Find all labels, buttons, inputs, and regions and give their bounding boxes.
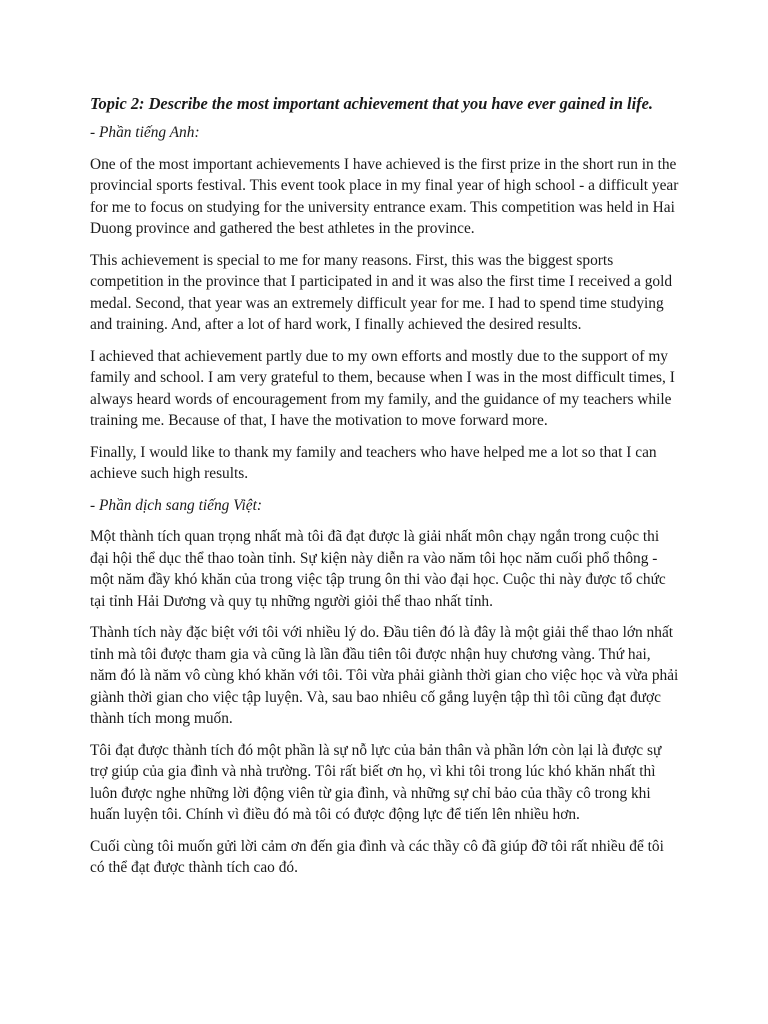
vietnamese-paragraph-4: Cuối cùng tôi muốn gửi lời cảm ơn đến gia đình và các thầy cô đã giúp đỡ tôi rất nhiều để tôi có thể đạt được thành tích cao đó. [90, 837, 664, 876]
document-title: Topic 2: Describe the most important achievement that you have ever gained in life. [90, 94, 653, 113]
english-paragraph-4: Finally, I would like to thank my family and teachers who have helped me a lot so that I can achieve such high results. [90, 443, 657, 482]
english-paragraph-2: This achievement is special to me for many reasons. First, this was the biggest sports competition in the province that I participated in and it was also the first time I received a gold medal. Second, that year was an extremely difficult year for me. I had to spend time studying and training. And, after a lot of hard work, I finally achieved the desired results. [90, 251, 673, 333]
english-section-label: - Phần tiếng Anh: [90, 124, 200, 141]
vietnamese-paragraph-2: Thành tích này đặc biệt với tôi với nhiều lý do. Đầu tiên đó là đây là một giải thể thao lớn nhất tỉnh mà tôi được tham gia và cũng là lần đầu tiên tôi được nhận huy chương vàng. Thứ hai, năm đó là năm vô cùng khó khăn với tôi. Tôi vừa phải giành thời gian cho việc học và vừa phải giành thời gian cho việc tập luyện. Và, sau bao nhiêu cố gắng luyện tập thì tôi cũng đạt được thành tích mong muốn. [90, 624, 679, 727]
document-page [90, 92, 680, 889]
vietnamese-section-label: - Phần dịch sang tiếng Việt: [90, 496, 262, 514]
english-paragraph-3: I achieved that achievement partly due to my own efforts and mostly due to the support of my family and school. I am very grateful to them, because when I was in the most difficult times, I always heard words of encouragement from my family, and the guidance of my teachers while training me. Because of that, I have the motivation to move forward more. [90, 347, 675, 429]
english-paragraph-1: One of the most important achievements I have achieved is the first prize in the short run in the provincial sports festival. This event took place in my final year of high school - a difficult year for me to focus on studying for the university entrance exam. This competition was held in Hai Duong province and gathered the best athletes in the province. [90, 155, 679, 237]
vietnamese-paragraph-3: Tôi đạt được thành tích đó một phần là sự nỗ lực của bản thân và phần lớn còn lại là được sự trợ giúp của gia đình và nhà trường. Tôi rất biết ơn họ, vì khi tôi trong lúc khó khăn nhất thì luôn được nghe những lời động viên từ gia đình, và những sự chỉ bảo của thầy cô trong khi huấn luyện tôi. Chính vì điều đó mà tôi có được động lực để tiến lên nhiều hơn. [90, 741, 662, 823]
vietnamese-paragraph-1: Một thành tích quan trọng nhất mà tôi đã đạt được là giải nhất môn chạy ngắn trong cuộc thi đại hội thể dục thể thao toàn tỉnh. Sự kiện này diễn ra vào năm tôi học năm cuối phổ thông - một năm đầy khó khăn của trong việc tập trung ôn thi vào đại học. Cuộc thi này được tổ chức tại tỉnh Hải Dương và quy tụ những người giỏi thể thao nhất tỉnh. [90, 528, 666, 610]
